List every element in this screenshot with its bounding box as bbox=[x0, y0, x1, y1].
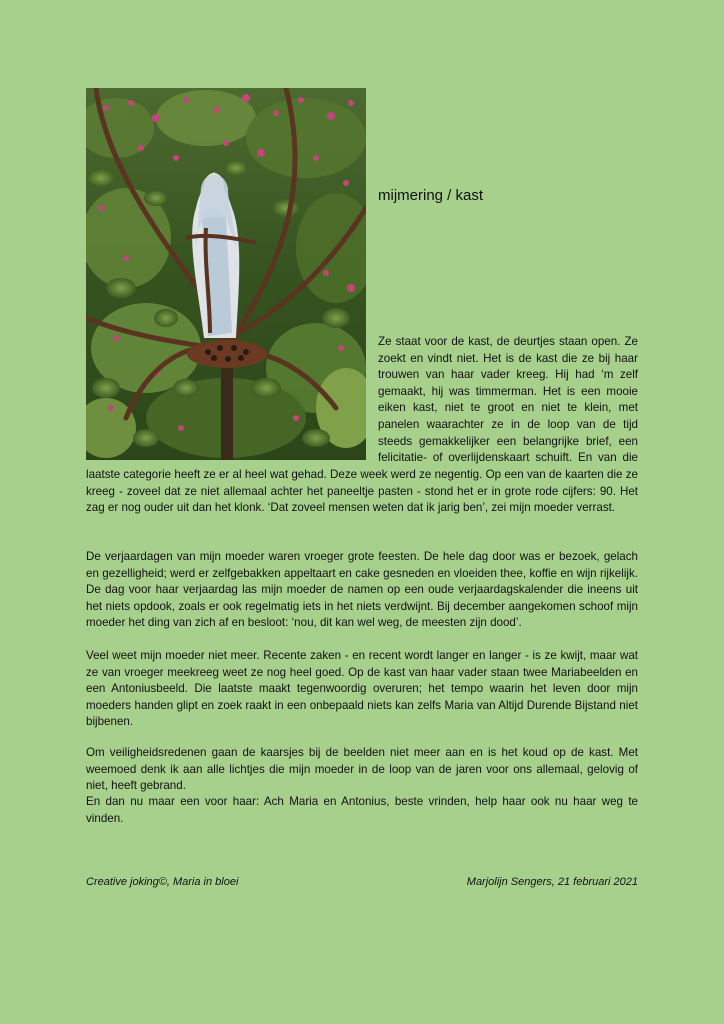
page-title: mijmering / kast bbox=[378, 187, 484, 204]
intro-paragraph: Ze staat voor de kast, de deurtjes staan open. Ze zoekt en vindt niet. Het is de kast die ze bij haar trouwen van haar vader kreeg. Hij had ‘m zelf gemaakt, hij was timmerman. Het is een mooie eiken kast, niet te groot en niet te klein, met panelen waarachter ze in de loop van de tijd steeds gemakkelijker een belangrijke brief, een felicitatie- of overlijdenskaart schuift. En van die bbox=[378, 335, 638, 465]
photo-maria-in-bloom bbox=[86, 88, 366, 460]
maria-statue-image bbox=[86, 88, 366, 460]
footer-credit: Creative joking©, Maria in bloei bbox=[86, 876, 239, 888]
footer-author-date: Marjolijn Sengers, 21 februari 2021 bbox=[466, 876, 638, 888]
paragraph-candles: Om veiligheidsredenen gaan de kaarsjes bij de beelden niet meer aan en is het koud op de kast. Met weemoed denk ik aan alle lichtjes die mijn moeder in de loop van de jaren voor ons allemaal, gelovig of niet, heeft gebrand. bbox=[86, 746, 638, 793]
paragraph-prayer: En dan nu maar een voor haar: Ach Maria en Antonius, beste vrinden, help haar ook nu haar weg te vinden. bbox=[86, 795, 638, 825]
intro-paragraph-continued: laatste categorie heeft ze er al heel wat gehad. Deze week werd ze negentig. Op een van de kaarten die ze kreeg - zoveel dat ze niet allemaal achter het paneeltje pasten - stond het er in grote rode cijfers: 90. Het zag er nog ouder uit dan het klonk. ‘Dat zoveel mensen weten dat ik jarig ben’, zei mijn moeder verrast. bbox=[86, 468, 638, 515]
paragraph-birthdays: De verjaardagen van mijn moeder waren vroeger grote feesten. De hele dag door was er bezoek, gelach en gezelligheid; werd er zelfgebakken appeltaart en cake gesneden en vloeiden thee, koffie en wijn rijkelijk. De dag voor haar verjaardag las mijn moeder de namen op een oude verjaardagskalender die ineens uit het niets opdook, zoals er ook regelmatig iets in het niets verdwijnt. Bij december aangekomen schoof mijn moeder het ding van zich af en besloot: ‘nou, dit kan wel weg, de meesten zijn dood’. bbox=[86, 550, 638, 630]
paragraph-memory: Veel weet mijn moeder niet meer. Recente zaken - en recent wordt langer en langer - is ze kwijt, maar wat ze van vroeger meekreeg weet ze nog heel goed. Op de kast van haar vader staan twee Mariabeelden en een Antoniusbeeld. Die laatste maakt tegenwoordig overuren; het tempo waarin het leven door mijn moeders handen glipt en zoek raakt in een onbepaald niets kan zelfs Maria van Altijd Durende Bijstand niet bijbenen. bbox=[86, 649, 638, 729]
